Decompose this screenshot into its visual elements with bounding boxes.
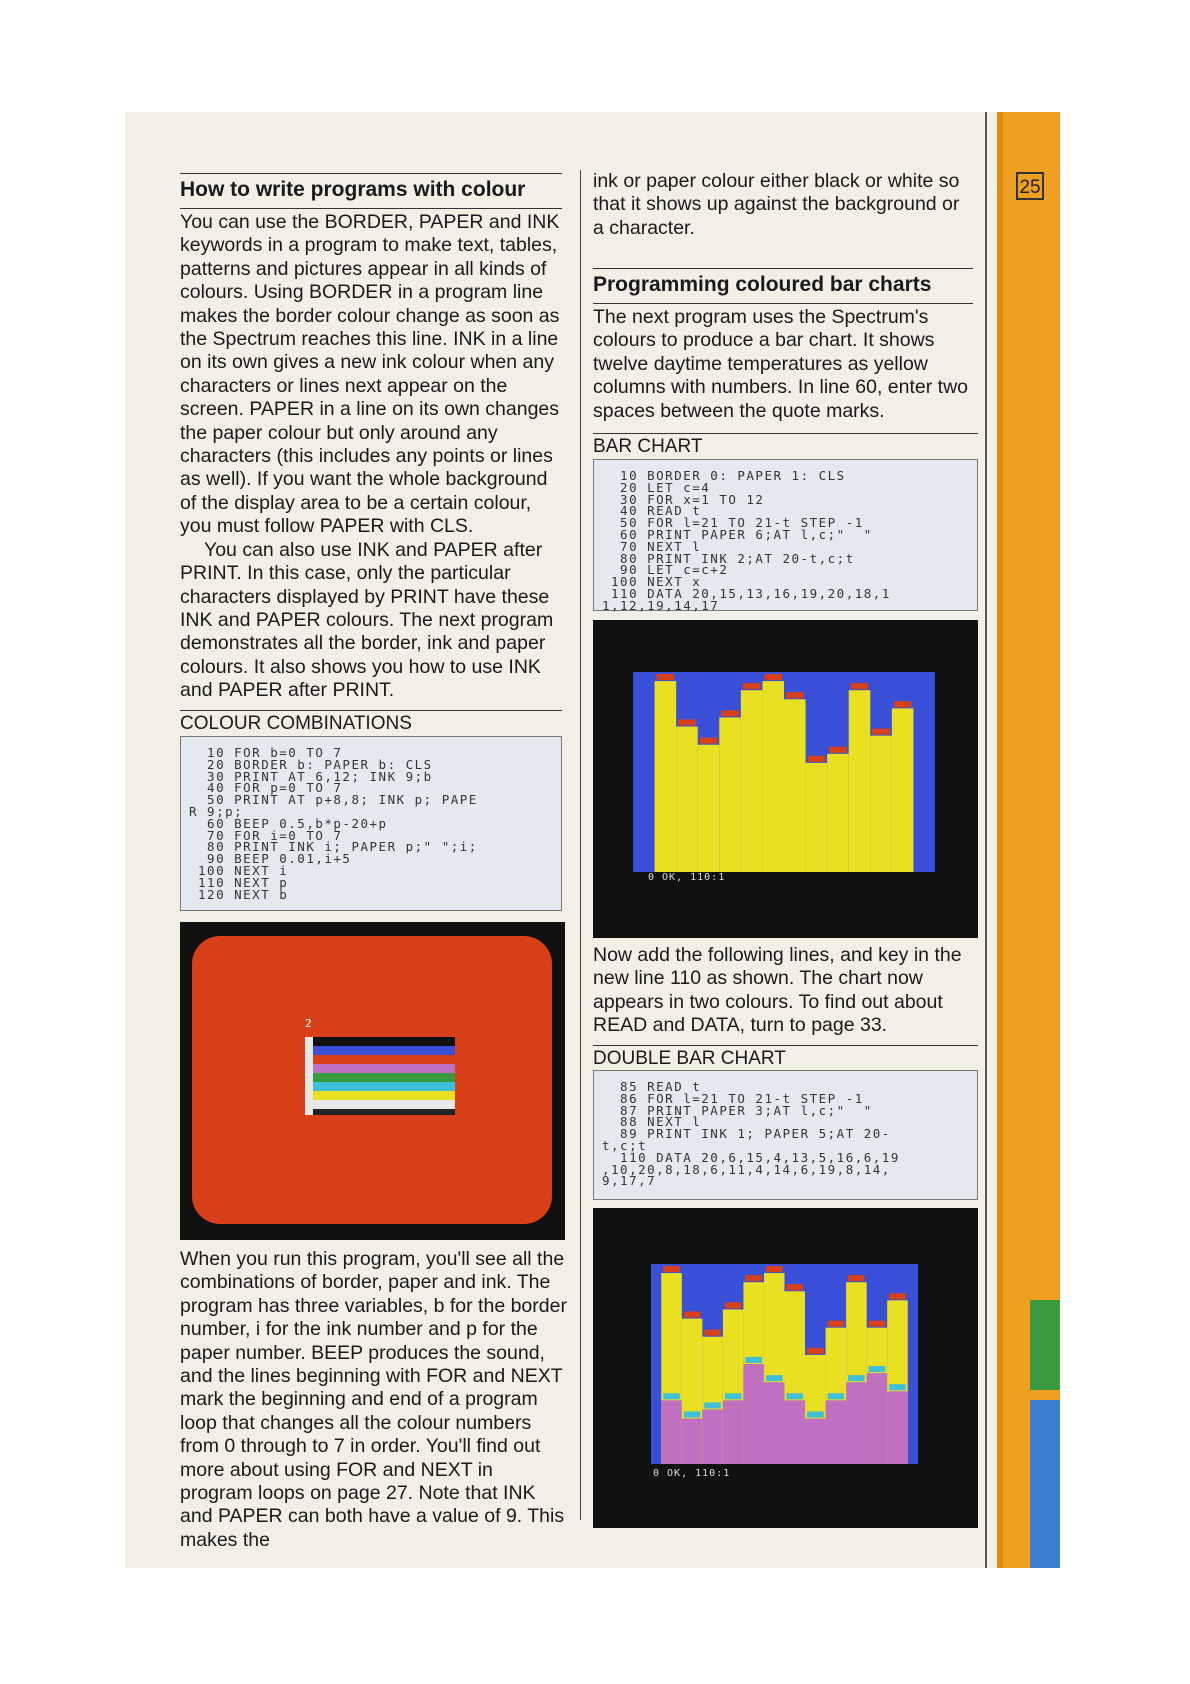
bar-value-label: [700, 738, 718, 744]
double-bar-display: [651, 1264, 918, 1464]
bar-second: [846, 1382, 867, 1464]
bar-second: [743, 1364, 764, 1464]
bar-first-label: [848, 1275, 865, 1281]
bar-second-label: [807, 1411, 824, 1417]
bar-first-label: [787, 1284, 804, 1290]
left-paragraph-1: You can use the BORDER, PAPER and INK keywords in a program to make text, tables, patterns and pictures appear in all kinds of colours. Using BORDER in a program line makes the border colour change as soon as the Spectrum reaches this line. INK in a line on its own gives a new ink colour when any characters or lines next appear on the screen. PAPER in a line on its own changes the paper colour but only around any characters (this includes any points or lines as well). If you want the whole background of the display area to be a certain colour, you must follow PAPER with CLS.: [180, 211, 560, 538]
bar-second-label: [684, 1411, 701, 1417]
bar-second-label: [828, 1393, 845, 1399]
bar: [655, 681, 677, 872]
colour-grid: [305, 1037, 455, 1115]
side-tab-edge: [997, 112, 1003, 1568]
bar-value-label: [743, 683, 761, 689]
colour-combinations-listing: 10 FOR b=0 TO 7 20 BORDER b: PAPER b: CLS 30 PRINT AT 6,12; INK 9;b 40 FOR p=0 TO 7 50 PRINT AT p+8,8; INK p; PAPE R 9;p; 60 BEEP 0.5,b*p-20+p 70 FOR i=0 TO 7 80 PRINT INK i; PAPER p;" ";i; 90 BEEP 0.01,i+5 100 NEXT i 110 NEXT p 120 NEXT b: [180, 736, 562, 911]
bar-second-label: [704, 1402, 721, 1408]
bar-value-label: [657, 674, 675, 680]
bar-value-label: [894, 701, 912, 707]
bar-second: [764, 1382, 785, 1464]
bar-chart-status-line: 0 OK, 110:1: [648, 872, 726, 883]
bar-second: [785, 1400, 806, 1464]
bar-second-label: [766, 1375, 783, 1381]
bar-chart-screen: [593, 620, 978, 938]
bar-first-label: [869, 1321, 886, 1327]
side-tab-blue-decoration: [1030, 1400, 1060, 1568]
bar-value-label: [872, 729, 890, 735]
bar: [892, 708, 914, 872]
double-bar-status-line: 0 OK, 110:1: [653, 1468, 731, 1479]
bar: [719, 717, 741, 872]
left-heading: How to write programs with colour: [180, 173, 562, 209]
bar-second: [867, 1373, 888, 1464]
bar: [698, 745, 720, 872]
double-bar-paragraph: Now add the following lines, and key in the new line 110 as shown. The chart now appears in two colours. To find out about READ and DATA, turn to page 33.: [593, 944, 962, 1037]
bar: [676, 727, 698, 872]
bar-second: [887, 1391, 908, 1464]
left-body: [180, 211, 562, 703]
bar-value-label: [678, 719, 696, 725]
colour-combinations-caption: When you run this program, you'll see all the combinations of border, paper and ink. The program has three variables, b for the border number, i for the ink number and p for the paper number. BEEP produces the sound, and the lines beginning with FOR and NEXT mark the beginning and end of a program loop that changes all the colour numbers from 0 through to 7 in order. You'll find out more about using FOR and NEXT in program loops on page 27. Note that INK and PAPER can both have a value of 9. This makes the: [180, 1248, 567, 1551]
bar-value-label: [851, 683, 869, 689]
bar-first-label: [766, 1266, 783, 1272]
bar-value-label: [721, 710, 739, 716]
bar-charts-heading: Programming coloured bar charts: [593, 268, 973, 304]
bar-value-label: [786, 692, 804, 698]
side-tab-green-decoration: [1030, 1300, 1060, 1390]
colour-combinations-screen: [180, 922, 565, 1240]
bar: [784, 699, 806, 872]
double-bar-listing: 85 READ t 86 FOR l=21 TO 21-t STEP -1 87 PRINT PAPER 3;AT l,c;" " 88 NEXT l 89 PRINT INK 1; PAPER 5;AT 20- t,c;t 110 DATA 20,6,15,4,13,5,16,6,19 ,10,20,8,18,6,11,4,14,6,19,8,14, 9,17,7: [593, 1070, 978, 1200]
bar-second: [723, 1400, 744, 1464]
bar-second-label: [869, 1366, 886, 1372]
bar-second-label: [787, 1393, 804, 1399]
left-paragraph-2: You can also use INK and PAPER after PRINT. In this case, only the particular characters displayed by PRINT have these INK and PAPER colours. The next program demonstrates all the border, ink and paper colours. It also shows you how to use INK and PAPER after PRINT.: [180, 538, 554, 702]
bar-chart-listing: 10 BORDER 0: PAPER 1: CLS 20 LET c=4 30 FOR x=1 TO 12 40 READ t 50 FOR l=21 TO 21-t STEP -1 60 PRINT PAPER 6;AT l,c;" " 70 NEXT l 80 PRINT INK 2;AT 20-t,c;t 90 LET c=c+2 100 NEXT x 110 DATA 20,15,13,16,19,20,18,1 1,12,19,14,17: [593, 459, 978, 611]
bar-chart-title: BAR CHART: [593, 433, 978, 458]
bar-value-label: [829, 747, 847, 753]
bar-chart-display: [633, 672, 935, 872]
colour-combinations-title: COLOUR COMBINATIONS: [180, 710, 562, 735]
bar-first-label: [745, 1275, 762, 1281]
bar-first-label: [704, 1330, 721, 1336]
bar-second: [826, 1400, 847, 1464]
bar-first-label: [889, 1293, 906, 1299]
bar-first-label: [807, 1348, 824, 1354]
margin-rule: [985, 112, 987, 1568]
bar-value-label: [764, 674, 782, 680]
right-continuation: ink or paper colour either black or white so that it shows up against the background or a character.: [593, 170, 960, 239]
bar: [827, 754, 849, 872]
bar-first-label: [725, 1302, 742, 1308]
bar-second-label: [745, 1357, 762, 1363]
bar: [849, 690, 871, 872]
bar: [806, 763, 828, 872]
bar-first-label: [684, 1311, 701, 1317]
page-number: 25: [1016, 172, 1044, 200]
bar-value-label: [808, 756, 826, 762]
bar: [870, 736, 892, 872]
column-divider: [580, 170, 581, 1520]
bar-second: [805, 1419, 826, 1464]
bar: [762, 681, 784, 872]
bar-second-label: [725, 1393, 742, 1399]
bar-second: [682, 1419, 703, 1464]
bar-second-label: [848, 1375, 865, 1381]
bar-second: [702, 1409, 723, 1464]
bar: [741, 690, 763, 872]
double-bar-screen: [593, 1208, 978, 1528]
bar-second-label: [663, 1393, 680, 1399]
bar-second-label: [889, 1384, 906, 1390]
bar-first-label: [663, 1266, 680, 1272]
double-bar-title: DOUBLE BAR CHART: [593, 1045, 978, 1070]
bar-second: [661, 1400, 682, 1464]
bar-first-label: [828, 1321, 845, 1327]
bar-charts-paragraph: The next program uses the Spectrum's colours to produce a bar chart. It shows twelve daytime temperatures as yellow columns with numbers. In line 60, enter two spaces between the quote marks.: [593, 306, 969, 422]
screen-border-digit: 2: [305, 1017, 312, 1030]
